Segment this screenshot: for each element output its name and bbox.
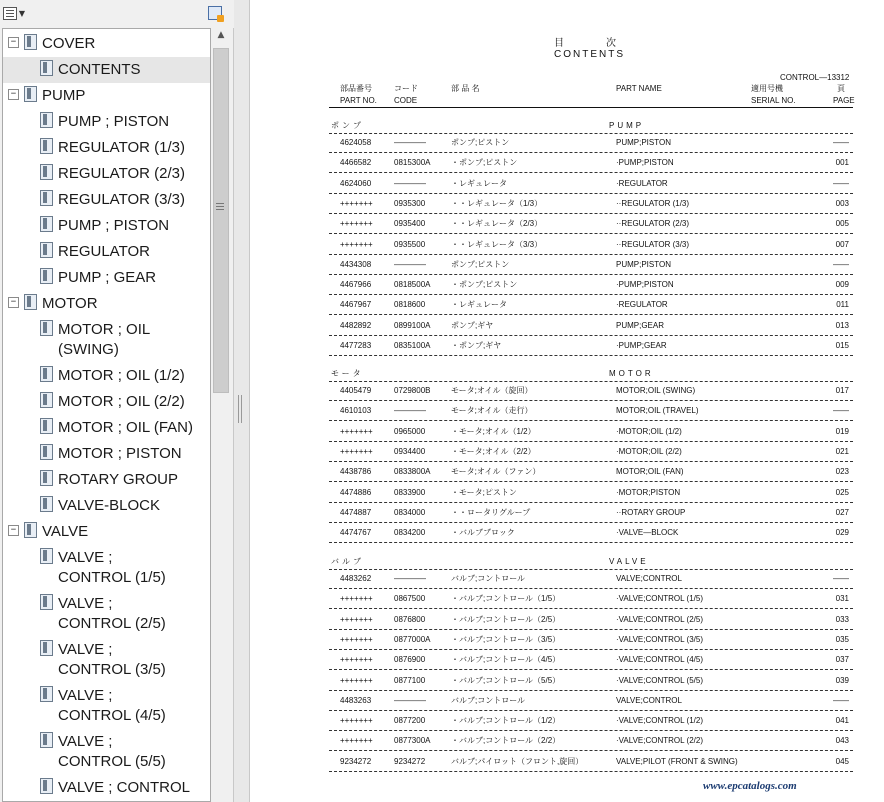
bookmark-label: PUMP ; PISTON	[58, 113, 170, 130]
bookmark-label: VALVE ; CONTROL (4/5)	[58, 687, 166, 724]
expand-bookmark-button[interactable]	[204, 3, 226, 23]
row-rule	[329, 420, 853, 421]
bookmark-label: MOTOR ; OIL (SWING)	[58, 321, 150, 358]
name-en-cell: ·REGULATOR	[616, 300, 668, 310]
bookmark-icon	[40, 112, 53, 128]
page-cell: 043	[835, 736, 849, 746]
page-cell: ——	[833, 138, 849, 147]
code-cell: 0877300A	[394, 736, 431, 746]
bookmark-item[interactable]	[3, 591, 210, 637]
bookmark-label: VALVE ; CONTROL (2/5)	[58, 595, 166, 632]
bookmark-expand-icon	[208, 6, 222, 20]
collapse-toggle-icon[interactable]: −	[8, 297, 19, 308]
bookmark-label: MOTOR ; OIL (2/2)	[58, 393, 185, 410]
bookmark-item[interactable]	[3, 415, 210, 441]
row-rule	[329, 629, 853, 630]
page-cell: 025	[835, 487, 849, 497]
row-rule	[329, 608, 853, 609]
code-cell: 0876800	[394, 614, 426, 624]
code-cell: 0935400	[394, 219, 426, 229]
header-part-jp: 部品番号	[340, 84, 372, 93]
row-rule	[329, 441, 853, 442]
name-jp-cell: ポンプ;ギヤ	[451, 320, 494, 330]
section-label-en: PUMP	[609, 121, 645, 130]
row-rule	[329, 522, 853, 523]
row-rule	[329, 172, 853, 173]
row-rule	[329, 542, 853, 543]
name-en-cell: ·VALVE;CONTROL (5/5)	[616, 675, 703, 685]
part-no-cell: 4477283	[340, 341, 372, 350]
row-rule	[329, 588, 853, 589]
watermark: www.epcatalogs.com	[703, 780, 797, 792]
part-no-cell: +++++++	[340, 634, 373, 644]
row-rule	[329, 274, 853, 275]
row-rule	[329, 669, 853, 670]
name-en-cell: MOTOR;OIL (TRAVEL)	[616, 406, 699, 416]
bookmark-label: PUMP ; PISTON	[58, 217, 170, 234]
header-code-en: CODE	[394, 96, 418, 105]
bookmark-icon	[40, 444, 53, 460]
section-rule	[329, 381, 853, 382]
bookmark-icon	[40, 548, 53, 564]
bookmarks-pane	[0, 0, 234, 802]
row-rule	[329, 314, 853, 315]
part-no-cell: +++++++	[340, 614, 373, 624]
name-en-cell: MOTOR;OIL (FAN)	[616, 467, 684, 477]
row-rule	[329, 233, 853, 234]
part-no-cell: +++++++	[340, 198, 373, 208]
part-no-cell: 4483262	[340, 574, 372, 583]
header-page-en: PAGE	[833, 96, 855, 105]
part-no-cell: +++++++	[340, 594, 373, 604]
code-cell: 0818500A	[394, 280, 431, 290]
name-jp-cell: ポンプ;ピストン	[451, 138, 510, 147]
bookmark-icon	[40, 190, 53, 206]
page-cell: 017	[835, 386, 849, 395]
row-rule	[329, 213, 853, 214]
name-jp-cell: ・バルブ;コントロール（1/5）	[451, 594, 561, 604]
scrollbar-thumb[interactable]	[213, 48, 229, 393]
name-jp-cell: ・ポンプ;ピストン	[451, 158, 518, 168]
part-no-cell: +++++++	[340, 736, 373, 746]
name-jp-cell: ・バルブブロック	[451, 528, 515, 538]
bookmark-icon	[40, 366, 53, 382]
code-cell: 0935500	[394, 239, 426, 249]
bookmark-item[interactable]	[3, 519, 210, 545]
name-en-cell: PUMP;GEAR	[616, 320, 665, 330]
part-no-cell: 4474767	[340, 528, 372, 538]
name-jp-cell: モータ;オイル（旋回）	[451, 386, 533, 395]
page-cell: 011	[836, 300, 849, 310]
name-jp-cell: ・バルブ;コントロール（5/5）	[451, 675, 561, 685]
bookmark-label: VALVE ; CONTROL (3/5)	[58, 641, 166, 678]
name-jp-cell: ・モータ;オイル（2/2）	[451, 446, 536, 456]
name-en-cell: PUMP;PISTON	[616, 138, 671, 147]
header-serial-jp: 適用号機	[751, 84, 783, 93]
name-en-cell: ·MOTOR;OIL (2/2)	[616, 446, 682, 456]
code-cell: 0877000A	[394, 634, 431, 644]
code-cell: 0935300	[394, 198, 426, 208]
part-no-cell: +++++++	[340, 716, 373, 726]
part-no-cell: +++++++	[340, 426, 373, 436]
name-jp-cell: ・モータ;オイル（1/2）	[451, 426, 536, 436]
section-label-en: VALVE	[609, 557, 649, 566]
bookmark-icon	[24, 522, 37, 538]
code-cell: 0934400	[394, 446, 426, 456]
bookmark-label: VALVE ; CONTROL (1/5)	[58, 549, 166, 586]
bookmark-item[interactable]	[3, 637, 210, 683]
bookmark-icon	[40, 470, 53, 486]
bookmark-label: ROTARY GROUP	[58, 471, 179, 488]
name-jp-cell: ・バルブ;コントロール（2/5）	[451, 614, 561, 624]
bookmark-item[interactable]	[3, 187, 210, 213]
part-no-cell: 4624060	[340, 178, 372, 188]
header-code-jp: コード	[394, 84, 418, 93]
pane-splitter[interactable]	[234, 0, 250, 802]
bookmark-item[interactable]	[3, 389, 210, 415]
page-cell: ——	[833, 574, 849, 583]
header-name-jp: 部 品 名	[451, 84, 480, 93]
page-cell: 041	[835, 716, 849, 726]
name-en-cell: ·PUMP;PISTON	[616, 280, 674, 290]
bookmark-item[interactable]	[3, 545, 210, 591]
bookmark-label: VALVE-BLOCK	[58, 497, 160, 514]
bookmark-icon	[40, 778, 53, 794]
row-rule	[329, 294, 853, 295]
code-cell: 0877100	[394, 675, 426, 685]
splitter-grip-icon	[238, 395, 239, 423]
code-cell: ————	[394, 406, 426, 416]
bookmark-label: REGULATOR	[58, 243, 150, 260]
name-jp-cell: バルブ;コントロール	[451, 695, 526, 705]
bookmark-label: COVER	[42, 35, 96, 52]
name-jp-cell: モータ;オイル（ファン）	[451, 467, 541, 477]
part-no-cell: +++++++	[340, 655, 373, 665]
page-cell: 015	[835, 341, 849, 350]
page-cell: ——	[833, 695, 849, 705]
name-en-cell: ··REGULATOR (3/3)	[616, 239, 690, 249]
name-en-cell: ·VALVE;CONTROL (2/2)	[616, 736, 703, 746]
bookmark-icon	[40, 392, 53, 408]
code-cell: 0834200	[394, 528, 426, 538]
name-jp-cell: ・レギュレータ	[451, 178, 507, 188]
name-jp-cell: ・バルブ;コントロール（4/5）	[451, 655, 561, 665]
bookmarks-tree	[2, 28, 211, 802]
code-cell: 9234272	[394, 756, 426, 766]
bookmarks-toolbar	[0, 0, 234, 28]
part-no-cell: +++++++	[340, 446, 373, 456]
page-cell: 039	[835, 675, 849, 685]
bookmark-item[interactable]	[3, 683, 210, 729]
bookmark-item[interactable]	[3, 291, 210, 317]
collapse-toggle-icon[interactable]: −	[8, 525, 19, 536]
code-cell: 0815300A	[394, 158, 431, 168]
bookmark-icon	[40, 320, 53, 336]
name-en-cell: ·VALVE;CONTROL (2/5)	[616, 614, 703, 624]
code-cell: 0833900	[394, 487, 426, 497]
bookmark-icon	[40, 686, 53, 702]
name-en-cell: ·VALVE;CONTROL (1/2)	[616, 716, 703, 726]
name-en-cell: VALVE;CONTROL	[616, 574, 682, 583]
bookmarks-scrollbar[interactable]	[211, 28, 231, 802]
page-cell: 027	[835, 507, 849, 517]
part-no-cell: 4438786	[340, 467, 372, 477]
page-cell: 037	[835, 655, 849, 665]
header-rule	[329, 107, 853, 108]
name-jp-cell: ・ポンプ;ギヤ	[451, 341, 502, 350]
code-cell: ————	[394, 178, 426, 188]
bookmark-label: CONTENTS	[58, 61, 141, 78]
page-cell: 009	[835, 280, 849, 290]
collapse-toggle-icon[interactable]: −	[8, 89, 19, 100]
bookmark-item[interactable]	[3, 239, 210, 265]
code-cell: 0729800B	[394, 386, 431, 395]
row-rule	[329, 649, 853, 650]
code-cell: 0867500	[394, 594, 426, 604]
part-no-cell: 4483263	[340, 695, 372, 705]
name-en-cell: ·VALVE;CONTROL (1/5)	[616, 594, 703, 604]
page-cell: 031	[835, 594, 849, 604]
chevron-down-icon: ▼	[18, 8, 26, 18]
page-cell: 029	[835, 528, 849, 538]
row-rule	[329, 481, 853, 482]
part-no-cell: 4482892	[340, 320, 372, 330]
bookmark-label: REGULATOR (2/3)	[58, 165, 185, 182]
bookmark-item[interactable]	[3, 109, 210, 135]
page-cell: 007	[835, 239, 849, 249]
name-en-cell: ·REGULATOR	[616, 178, 668, 188]
name-jp-cell: ・レギュレータ	[451, 300, 507, 310]
name-en-cell: PUMP;PISTON	[616, 259, 671, 269]
row-rule	[329, 335, 853, 336]
name-jp-cell: ・・ロータリグループ	[451, 507, 531, 517]
page-cell: 001	[835, 158, 849, 168]
name-en-cell: ·MOTOR;OIL (1/2)	[616, 426, 682, 436]
title-jp: 目次	[554, 38, 658, 49]
header-page-jp: 頁	[837, 84, 845, 93]
bookmark-item[interactable]	[3, 775, 210, 801]
section-rule	[329, 569, 853, 570]
page-cell: 045	[835, 756, 849, 766]
bookmark-item[interactable]	[3, 363, 210, 389]
name-en-cell: MOTOR;OIL (SWING)	[616, 386, 696, 395]
page-cell: ——	[833, 178, 849, 188]
part-no-cell: 4474887	[340, 507, 372, 517]
name-jp-cell: ・・レギュレータ（2/3）	[451, 219, 543, 229]
section-label-en: MOTOR	[609, 369, 654, 378]
bookmark-label: MOTOR ; PISTON	[58, 445, 182, 462]
name-jp-cell: ・バルブ;コントロール（2/2）	[451, 736, 561, 746]
document-page	[251, 0, 884, 802]
part-no-cell: 4624058	[340, 138, 372, 147]
name-en-cell: ·VALVE;CONTROL (4/5)	[616, 655, 703, 665]
section-rule	[329, 133, 853, 134]
row-rule	[329, 254, 853, 255]
name-jp-cell: モータ;オイル（走行）	[451, 406, 533, 416]
code-cell: 0899100A	[394, 320, 431, 330]
code-cell: 0876900	[394, 655, 426, 665]
name-en-cell: ·PUMP;PISTON	[616, 158, 674, 168]
section-label-jp: バルブ	[331, 557, 364, 566]
code-cell: ————	[394, 138, 426, 147]
bookmark-item[interactable]	[3, 31, 210, 57]
row-rule	[329, 152, 853, 153]
bookmark-icon	[40, 138, 53, 154]
options-list-icon	[3, 7, 17, 20]
bookmark-item[interactable]	[3, 441, 210, 467]
bookmark-icon	[24, 86, 37, 102]
code-cell: 0965000	[394, 426, 426, 436]
code-cell: 0833800A	[394, 467, 431, 477]
scrollbar-grip-icon	[216, 203, 224, 204]
options-menu-button[interactable]	[2, 3, 26, 23]
name-en-cell: ·PUMP;GEAR	[616, 341, 667, 350]
part-no-cell: 4466582	[340, 158, 372, 168]
row-rule	[329, 400, 853, 401]
bookmark-item[interactable]	[3, 729, 210, 775]
bookmark-label: VALVE	[42, 523, 89, 540]
name-jp-cell: バルブ;コントロール	[451, 574, 526, 583]
code-cell: ————	[394, 574, 426, 583]
bookmark-item[interactable]	[3, 83, 210, 109]
row-rule	[329, 355, 853, 356]
bookmark-item[interactable]	[3, 57, 210, 83]
header-serial-en: SERIAL NO.	[751, 96, 796, 105]
bookmark-label: MOTOR ; OIL (FAN)	[58, 419, 194, 436]
bookmark-icon	[24, 34, 37, 50]
bookmark-label: REGULATOR (1/3)	[58, 139, 185, 156]
page-cell: 033	[835, 614, 849, 624]
part-no-cell: +++++++	[340, 219, 373, 229]
part-no-cell: 4610103	[340, 406, 372, 416]
bookmark-item[interactable]	[3, 317, 210, 363]
part-no-cell: 4405479	[340, 386, 372, 395]
bookmark-icon	[40, 594, 53, 610]
page-cell: 013	[835, 320, 849, 330]
name-en-cell: VALVE;PILOT (FRONT & SWING)	[616, 756, 738, 766]
bookmark-icon	[40, 164, 53, 180]
name-en-cell: ··REGULATOR (1/3)	[616, 198, 690, 208]
page-cell: ——	[833, 259, 849, 269]
part-no-cell: +++++++	[340, 239, 373, 249]
part-no-cell: 4434308	[340, 259, 372, 269]
name-en-cell: ··ROTARY GROUP	[616, 507, 686, 517]
name-en-cell: VALVE;CONTROL	[616, 695, 682, 705]
name-jp-cell: ・ポンプ;ピストン	[451, 280, 518, 290]
row-rule	[329, 730, 853, 731]
name-en-cell: ·VALVE—BLOCK	[616, 528, 679, 538]
bookmark-item[interactable]	[3, 213, 210, 239]
row-rule	[329, 502, 853, 503]
bookmark-icon	[40, 418, 53, 434]
section-label-jp: モータ	[331, 369, 364, 378]
bookmark-label: VALVE ; CONTROL	[58, 779, 190, 796]
scroll-up-icon[interactable]: ▲	[217, 30, 225, 40]
row-rule	[329, 193, 853, 194]
row-rule	[329, 690, 853, 691]
code-cell: 0835100A	[394, 341, 431, 350]
name-jp-cell: ・バルブ;コントロール（1/2）	[451, 716, 561, 726]
bookmark-icon	[24, 294, 37, 310]
bookmark-icon	[40, 496, 53, 512]
bookmark-label: REGULATOR (3/3)	[58, 191, 185, 208]
header-name-en: PART NAME	[616, 84, 662, 93]
section-label-jp: ポンプ	[331, 121, 364, 130]
bookmark-item[interactable]	[3, 467, 210, 493]
bookmark-icon	[40, 60, 53, 76]
page-cell: 035	[835, 634, 849, 644]
bookmark-label: PUMP ; GEAR	[58, 269, 157, 286]
row-rule	[329, 771, 853, 772]
part-no-cell: 4467966	[340, 280, 372, 290]
code-cell: 0834000	[394, 507, 426, 517]
bookmark-item[interactable]	[3, 135, 210, 161]
header-part-en: PART NO.	[340, 96, 377, 105]
name-en-cell: ··REGULATOR (2/3)	[616, 219, 690, 229]
bookmark-icon	[40, 640, 53, 656]
name-jp-cell: ・・レギュレータ（1/3）	[451, 198, 543, 208]
bookmark-icon	[40, 242, 53, 258]
row-rule	[329, 461, 853, 462]
bookmark-item[interactable]	[3, 265, 210, 291]
control-number: CONTROL—13312	[780, 73, 850, 82]
code-cell: ————	[394, 259, 426, 269]
page-cell: 019	[835, 426, 849, 436]
bookmark-label: MOTOR	[42, 295, 98, 312]
page-cell: ——	[833, 406, 849, 416]
bookmark-label: PUMP	[42, 87, 86, 104]
page-cell: 023	[835, 467, 849, 477]
page-cell: 003	[835, 198, 849, 208]
code-cell: ————	[394, 695, 426, 705]
part-no-cell: 9234272	[340, 756, 372, 766]
name-jp-cell: ・モータ;ピストン	[451, 487, 517, 497]
name-en-cell: ·MOTOR;PISTON	[616, 487, 681, 497]
row-rule	[329, 750, 853, 751]
bookmark-label: VALVE ; CONTROL (5/5)	[58, 733, 166, 770]
row-rule	[329, 710, 853, 711]
name-jp-cell: ・・レギュレータ（3/3）	[451, 239, 543, 249]
bookmark-icon	[40, 732, 53, 748]
page-cell: 005	[835, 219, 849, 229]
code-cell: 0877200	[394, 716, 426, 726]
bookmark-label: MOTOR ; OIL (1/2)	[58, 367, 185, 384]
name-en-cell: ·VALVE;CONTROL (3/5)	[616, 634, 703, 644]
part-no-cell: +++++++	[340, 675, 373, 685]
name-jp-cell: ・バルブ;コントロール（3/5）	[451, 634, 561, 644]
title-en: CONTENTS	[554, 49, 625, 60]
part-no-cell: 4467967	[340, 300, 372, 310]
bookmark-icon	[40, 216, 53, 232]
bookmark-icon	[40, 268, 53, 284]
part-no-cell: 4474886	[340, 487, 372, 497]
name-jp-cell: バルブ;パイロット（フロント,旋回）	[451, 756, 584, 766]
page-cell: 021	[835, 446, 849, 456]
name-jp-cell: ポンプ;ピストン	[451, 259, 510, 269]
bookmark-item[interactable]	[3, 493, 210, 519]
collapse-toggle-icon[interactable]: −	[8, 37, 19, 48]
code-cell: 0818600	[394, 300, 426, 310]
bookmark-item[interactable]	[3, 161, 210, 187]
